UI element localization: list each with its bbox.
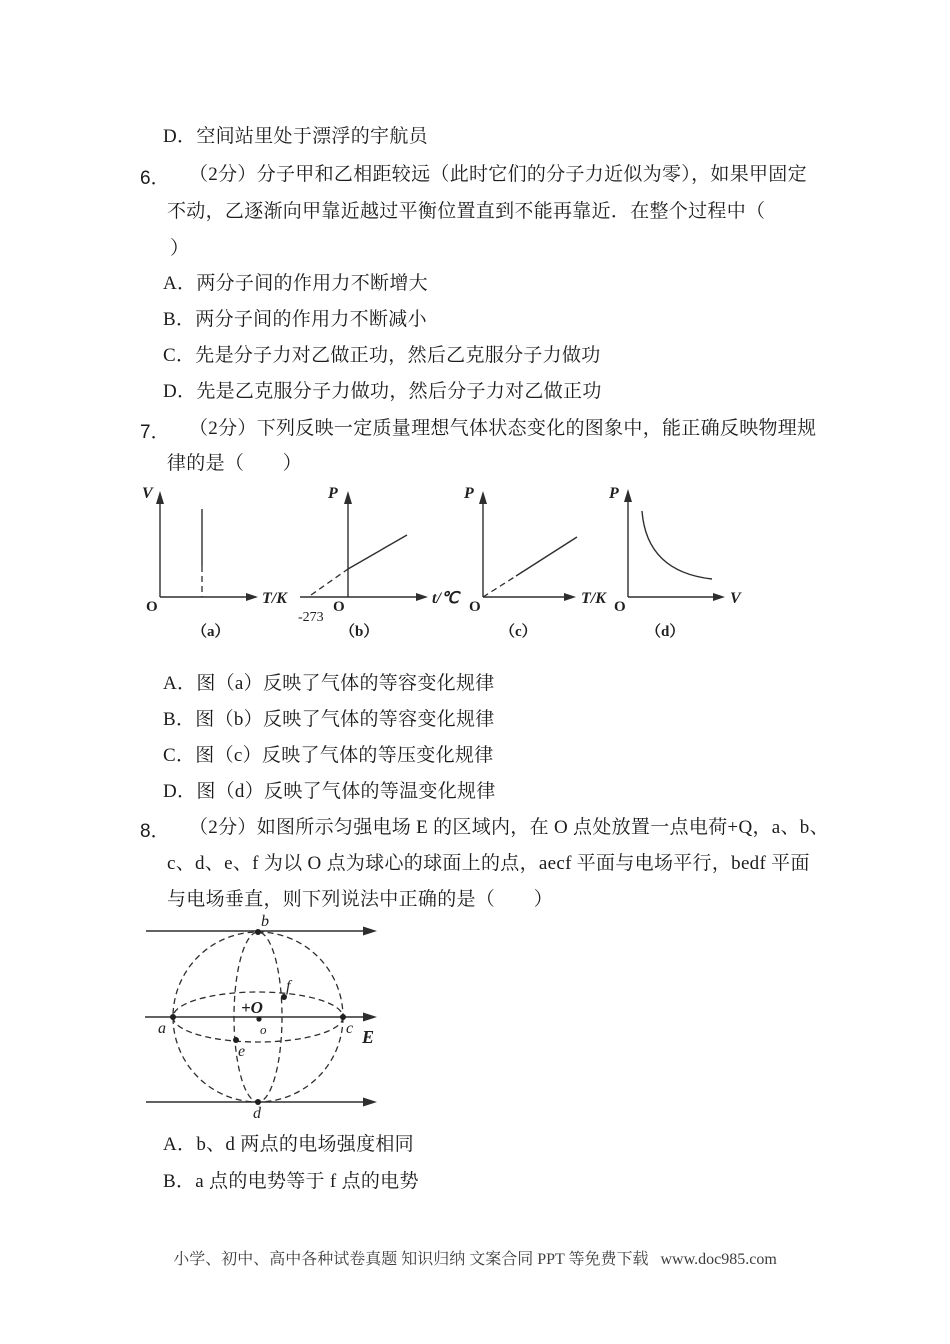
q8-stem-line1: （2分）如图所示匀强电场 E 的区域内，在 O 点处放置一点电荷+Q，a、b、 [189,817,829,838]
graph-d-xlabel: V [730,590,741,607]
graph-a-origin: O [146,599,158,615]
sphere-field-diagram [135,912,435,1130]
q7-option-c: C．图（c）反映了气体的等压变化规律 [163,745,494,766]
graph-c [463,485,607,640]
graph-b-caption: （b） [340,624,379,640]
graph-d [608,485,742,640]
graph-b-tick-minus273: -273 [298,610,324,625]
q7-option-a: A．图（a）反映了气体的等容变化规律 [163,673,495,694]
q8-number: 8． [140,821,170,842]
center-charge-dot [256,1016,261,1021]
graph-c-origin: O [469,599,481,615]
q8-option-a: A．b、d 两点的电场强度相同 [163,1134,414,1155]
q6-number: 6． [140,168,170,189]
point-a-label: a [158,1020,166,1037]
q5-option-d: D．空间站里处于漂浮的宇航员 [163,126,428,147]
point-f-label: f [286,978,291,995]
q7-number: 7． [140,422,170,443]
point-e-label: e [238,1043,246,1060]
graph-a-caption: （a） [192,624,230,640]
q6-option-d: D．先是乙克服分子力做功，然后分子力对乙做正功 [163,381,602,402]
graph-c-caption: （c） [500,624,537,640]
q7-stem-line1: （2分）下列反映一定质量理想气体状态变化的图象中，能正确反映物理规 [189,418,817,439]
q8-stem-line2: c、d、e、f 为以 O 点为球心的球面上的点，aecf 平面与电场平行，bedf 平面 [167,853,810,874]
graph-a [142,485,288,640]
q8-option-b: B．a 点的电势等于 f 点的电势 [163,1171,419,1192]
graph-b-xlabel: t/℃ [432,590,459,607]
point-a-dot [170,1014,176,1020]
center-charge-label: +O [241,998,263,1017]
graph-a-ylabel: V [142,485,153,502]
graph-d-caption: （d） [646,624,685,640]
q7-option-b: B．图（b）反映了气体的等容变化规律 [163,709,495,730]
q6-option-b: B．两分子间的作用力不断减小 [163,309,427,330]
point-d-label: d [253,1105,261,1122]
gas-law-graphs [130,478,810,650]
graph-c-ylabel: P [464,485,474,502]
graph-d-origin: O [614,599,626,615]
q7-stem-line2: 律的是（ ） [167,453,303,474]
point-b-label: b [261,913,269,930]
q6-option-c: C．先是分子力对乙做正功，然后乙克服分子力做功 [163,345,601,366]
graph-a-xlabel: T/K [262,590,287,607]
graph-b-origin: O [333,599,345,615]
graph-d-ylabel: P [609,485,619,502]
q6-stem-line3: ） [170,238,190,259]
q7-option-d: D．图（d）反映了气体的等温变化规律 [163,781,496,802]
graph-c-xlabel: T/K [581,590,606,607]
q6-option-a: A．两分子间的作用力不断增大 [163,273,428,294]
q6-stem-line1: （2分）分子甲和乙相距较远（此时它们的分子力近似为零），如果甲固定 [189,164,807,185]
site-footer: 小学、初中、高中各种试卷真题 知识归纳 文案合同 PPT 等免费下载 www.doc985.com [173,1251,777,1268]
graph-b-ylabel: P [328,485,338,502]
graph-b [298,485,461,640]
field-e-label: E [362,1027,375,1047]
q8-stem-line3: 与电场垂直，则下列说法中正确的是（ ） [167,889,554,910]
point-c-label: c [346,1020,354,1037]
q6-stem-line2: 不动，乙逐渐向甲靠近越过平衡位置直到不能再靠近．在整个过程中（ [167,201,766,222]
center-point-label: o [260,1022,267,1037]
